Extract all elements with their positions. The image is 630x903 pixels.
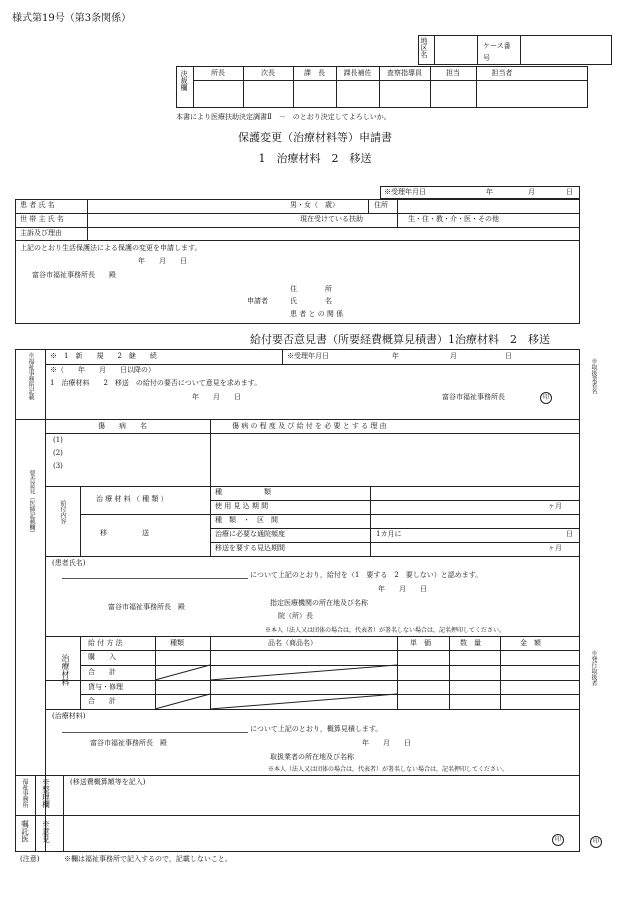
decision-text: 本書により医療扶助決定調書Ⅱ － のとおり決定してよろしいか。 (176, 113, 391, 121)
benefit-label: 給付内容 (59, 500, 66, 524)
product-header: 品名（商品名） (268, 639, 317, 647)
case-label: ケース番号 (483, 42, 511, 62)
approval-col-4: 査察指導員 (387, 69, 422, 77)
office-director: 富谷市福祉事務所長 (442, 393, 505, 401)
item-3: (3) (53, 462, 63, 470)
applicant-address-label: 住 所 (290, 285, 332, 293)
opinion-date: 年 月 日 (378, 585, 427, 593)
household-head-label: 世 帯 主 氏 名 (20, 215, 64, 223)
estimate-text: について上記のとおり，概算見積します。 (250, 725, 383, 733)
purchase-total: 合 計 (88, 668, 116, 676)
application-body: 上記のとおり生活保護法による保護の変更を申請します。 (20, 244, 202, 252)
doctor-opinion-label: ※意見 (41, 820, 51, 843)
price-header: 単 価 (410, 639, 431, 647)
application-date: 年 月 日 (138, 257, 187, 265)
since-date: ※（ 年 月 日以降の） (50, 366, 155, 374)
disease-header: 傷 病 名 (98, 422, 147, 430)
estimate-side-label: 治療材料 (61, 654, 70, 686)
office-received: ※受理年月日 (287, 352, 329, 360)
vendor-seal-icon: 印 (590, 836, 602, 848)
sex-age-label: 男・女（ 歳） (290, 201, 339, 209)
lease-label: 貸与・修理 (88, 683, 123, 691)
arrange-text: (移送費概算額等を記入) (70, 778, 146, 786)
request-date: 年 月 日 (192, 393, 241, 401)
opinion-note: ※本人（法人又は団体の場合は，代表者）が署名しない場合は，記名押印してください。 (265, 627, 506, 634)
new-continue: ※ 1 新 規 2 継 続 (50, 352, 157, 360)
material-label: 治 療 材 料 （ 種 類 ） (96, 495, 168, 503)
applicant-name-label: 氏 名 (290, 297, 332, 305)
amount-header: 金 額 (520, 639, 541, 647)
transport-months: ヶ月 (548, 544, 562, 552)
approval-col-3: 課長補佐 (343, 69, 372, 77)
kind-label: 種 類 (215, 488, 271, 496)
district-label: 地区名 (420, 37, 428, 58)
item-1: (1) (53, 436, 63, 444)
office-day: 日 (505, 352, 512, 360)
approval-col-1: 次長 (261, 69, 275, 77)
approval-side-label: 決裁欄 (180, 70, 188, 91)
qty-header: 数 量 (460, 639, 481, 647)
month-label: 月 (528, 188, 535, 196)
form-number: 様式第19号（第3条関係） (12, 13, 132, 24)
current-aid-label: 現在受けている扶助 (300, 215, 363, 223)
visit-day: 日 (566, 530, 573, 538)
approval-col-6: 担当者 (491, 69, 513, 77)
request-text: 1 治療材料 2 移送 の給付の要否について意見を求めます。 (50, 379, 262, 387)
approval-col-0: 所長 (211, 69, 225, 77)
transport-period-label: 移送を要する見込期間 (215, 544, 285, 552)
office-bottom-label: 福祉事務所 (21, 778, 28, 808)
seal-icon: 印 (540, 392, 552, 404)
kind-section-label: 種 類 ・ 区 間 (215, 516, 278, 524)
applicant-label: 申請者 (247, 297, 268, 305)
estimate-label: (治療材料) (52, 712, 86, 720)
institution-address: 指定医療機関の所在地及び名称 (270, 599, 368, 607)
type-header: 種類 (170, 639, 184, 647)
patient-name-line-label: (患者氏名) (52, 559, 86, 567)
reason-label: 主訴及び理由 (20, 229, 62, 237)
relation-label: 患 者 と の 関 係 (290, 310, 344, 318)
vendor-label: 取扱業者の所在地及び名称 (270, 753, 354, 761)
doctor-label: 嘱託医 (20, 820, 30, 843)
title-2: 給付要否意見書（所要経費概算見積書）1治療材料 2 移送 (250, 333, 550, 346)
item-2: (2) (53, 449, 63, 457)
aid-types: 生・住・教・介・医・その他 (408, 215, 499, 223)
usage-months: ヶ月 (548, 502, 562, 510)
per-month: 1カ月に (376, 530, 402, 538)
transport-label: 移 送 (100, 529, 149, 537)
title-1: 保護変更（治療材料等）申請書 (238, 131, 392, 144)
patient-name-label: 患 者 氏 名 (20, 201, 55, 209)
day-label: 日 (566, 188, 573, 196)
office-month: 月 (450, 352, 457, 360)
application-to: 富谷市福祉事務所長 殿 (32, 271, 116, 279)
opinion-side-label: 要否意見（医師記載欄） (28, 470, 35, 536)
purchase-label: 購 入 (88, 653, 116, 661)
doctor-seal-icon: 印 (552, 834, 564, 846)
year-label: 年 (486, 188, 493, 196)
estimate-to: 富谷市福祉事務所長 殿 (90, 739, 167, 747)
received-label: ※受理年月日 (384, 188, 426, 196)
reason-header: 傷 病 の 程 度 及 び 給 付 を 必 要 と す る 理 由 (232, 422, 387, 430)
estimate-note: ※本人（法人又は団体の場合は，代表者）が署名しない場合は，記名押印してください。 (268, 766, 509, 773)
lease-total: 合 計 (88, 697, 116, 705)
issuer-label: ※発行取扱者 (590, 650, 597, 686)
office-side-label: ※福祉事務所記載 (27, 352, 34, 400)
institution-head: 院（所）長 (278, 612, 313, 620)
arrange-label: ※整理欄 (41, 778, 51, 808)
address-label: 住所 (374, 201, 388, 209)
opinion-to: 富谷市福祉事務所長 殿 (108, 603, 185, 611)
note-text: ※欄は福祉事務所で記入するので，記載しないこと。 (64, 855, 232, 863)
approval-col-2: 課 長 (304, 69, 325, 77)
visits-label: 治療に必要な通院頻度 (215, 530, 285, 538)
handler-label: ※取扱業者名 (590, 358, 597, 394)
approve-text: について上記のとおり，給付を（1 要する 2 要しない）と認めます。 (250, 571, 483, 579)
method-header: 給 付 方 法 (88, 639, 123, 647)
note-label: (注意) (20, 855, 40, 863)
estimate-date: 年 月 日 (362, 739, 411, 747)
office-year: 年 (392, 352, 399, 360)
approval-col-5: 担当 (446, 69, 460, 77)
usage-label: 使 用 見 込 期 間 (215, 502, 269, 510)
title-1-options: 1 治療材料 2 移送 (258, 152, 372, 165)
